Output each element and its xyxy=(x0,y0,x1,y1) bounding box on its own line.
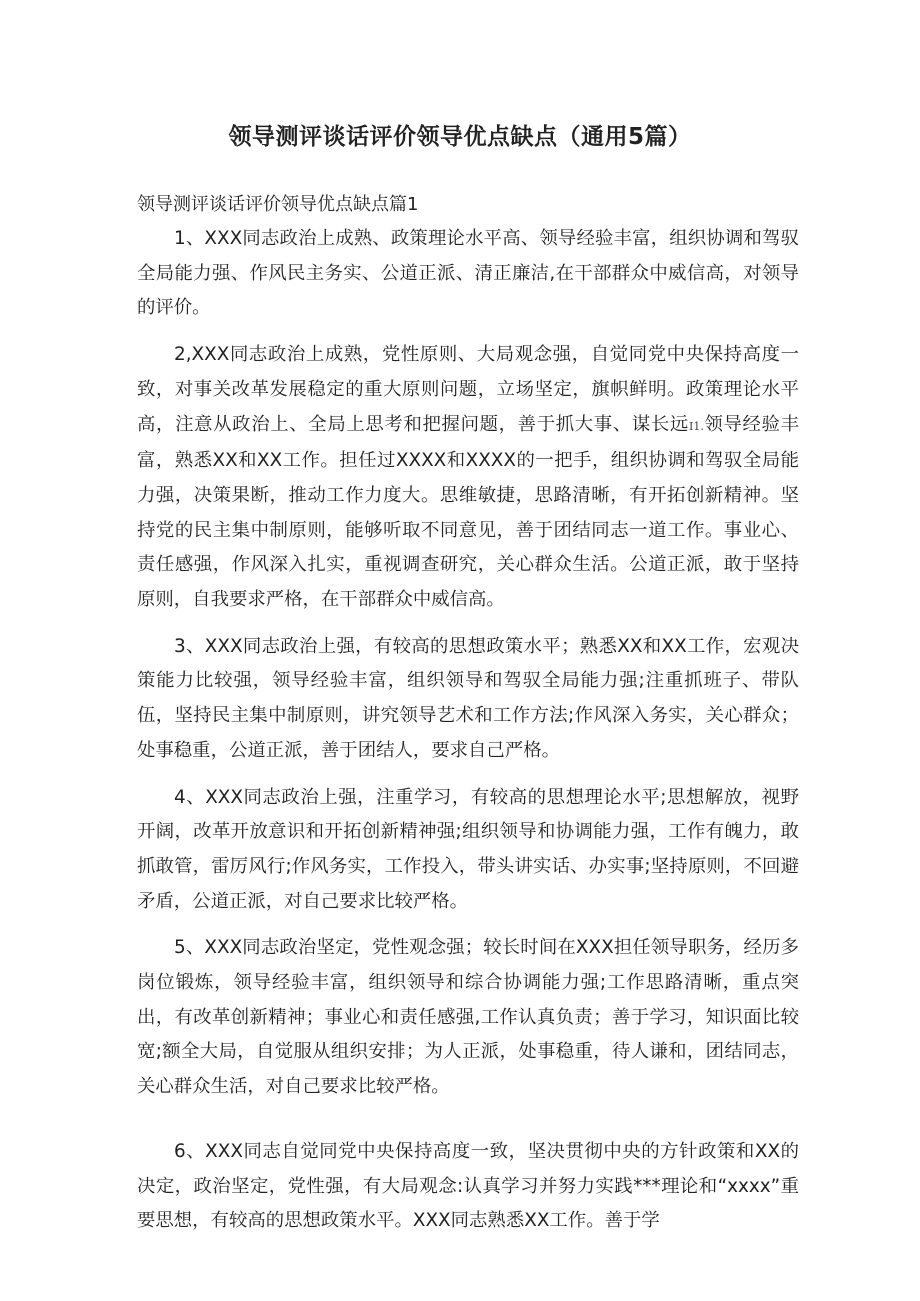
paragraph-4: 4、XXX同志政治上强，注重学习，有较高的思想理论水平;思想解放，视野开阔，改革开放意识和开拓创新精神强;组织领导和协调能力强，工作有魄力，敢抓敢管，雷厉风行;作风务实，工作投入，带头讲实话、办实事;坚持原则，不回避矛盾，公道正派，对自己要求比较严格。 xyxy=(137,786,799,912)
inline-marker: I1. xyxy=(688,419,704,433)
paragraph-5: 5、XXX同志政治坚定，党性观念强；较长时间在XXX担任领导职务，经历多岗位锻炼，领导经验丰富，组织领导和综合协调能力强;工作思路清晰，重点突出，有改革创新精神；事业心和责任感强,工作认真负责；善于学习，知识面比较宽;额全大局，自觉服从组织安排；为人正派，处事稳重，待人谦和，团结同志，关心群众生活，对自己要求比较严格。 xyxy=(137,937,799,1098)
section-heading: 领导测评谈话评价领导优点缺点篇1 xyxy=(137,194,419,215)
paragraph-6: 6、XXX同志自觉同党中央保持高度一致，坚决贯彻中央的方针政策和XX的决定，政治坚定，党性强，有大局观念:认真学习并努力实践***理论和“xxxx”重要思想，有较高的思想政策水平。XXX同志熟悉XX工作。善于学 xyxy=(137,1140,799,1232)
paragraph-3: 3、XXX同志政治上强，有较高的思想政策水平；熟悉XX和XX工作，宏观决策能力比较强，领导经验丰富，组织领导和驾驭全局能力强;注重抓班子、带队伍，坚持民主集中制原则，讲究领导艺术和工作方法;作风深入务实，关心群众；处事稳重，公道正派，善于团结人，要求自己严格。 xyxy=(137,635,799,761)
document-body xyxy=(137,222,799,1251)
document-title: 领导测评谈话评价领导优点缺点（通用5篇） xyxy=(228,124,692,150)
paragraph-2 xyxy=(137,338,799,618)
paragraph-1: 1、XXX同志政治上成熟、政策理论水平高、领导经验丰富，组织协调和驾驭全局能力强、作风民主务实、公道正派、清正廉洁,在干部群众中威信高，对领导的评价。 xyxy=(137,228,799,319)
paragraph-2-continued: 领导经验丰富，熟悉XX和XX工作。担任过XXXX和XXXX的一把手，组织协调和驾驭全局能力强，决策果断，推动工作力度大。思维敏捷，思路清晰，有开拓创新精神。坚持党的民主集中制原则，能够听取不同意见，善于团结同志一道工作。事业心、责任感强，作风深入扎实，重视调查研究，关心群众生活。公道正派，敢于坚持原则，自我要求严格，在干部群众中威信高。 xyxy=(137,413,799,611)
paragraph-2-text: 2,XXX同志政治上成熟，党性原则、大局观念强，自觉同党中央保持高度一致，对事关改革发展稳定的重大原则问题，立场坚定，旗帜鲜明。政策理论水平高，注意从政治上、全局上思考和把握问题，善于抓大事、谋长远 xyxy=(137,344,799,435)
